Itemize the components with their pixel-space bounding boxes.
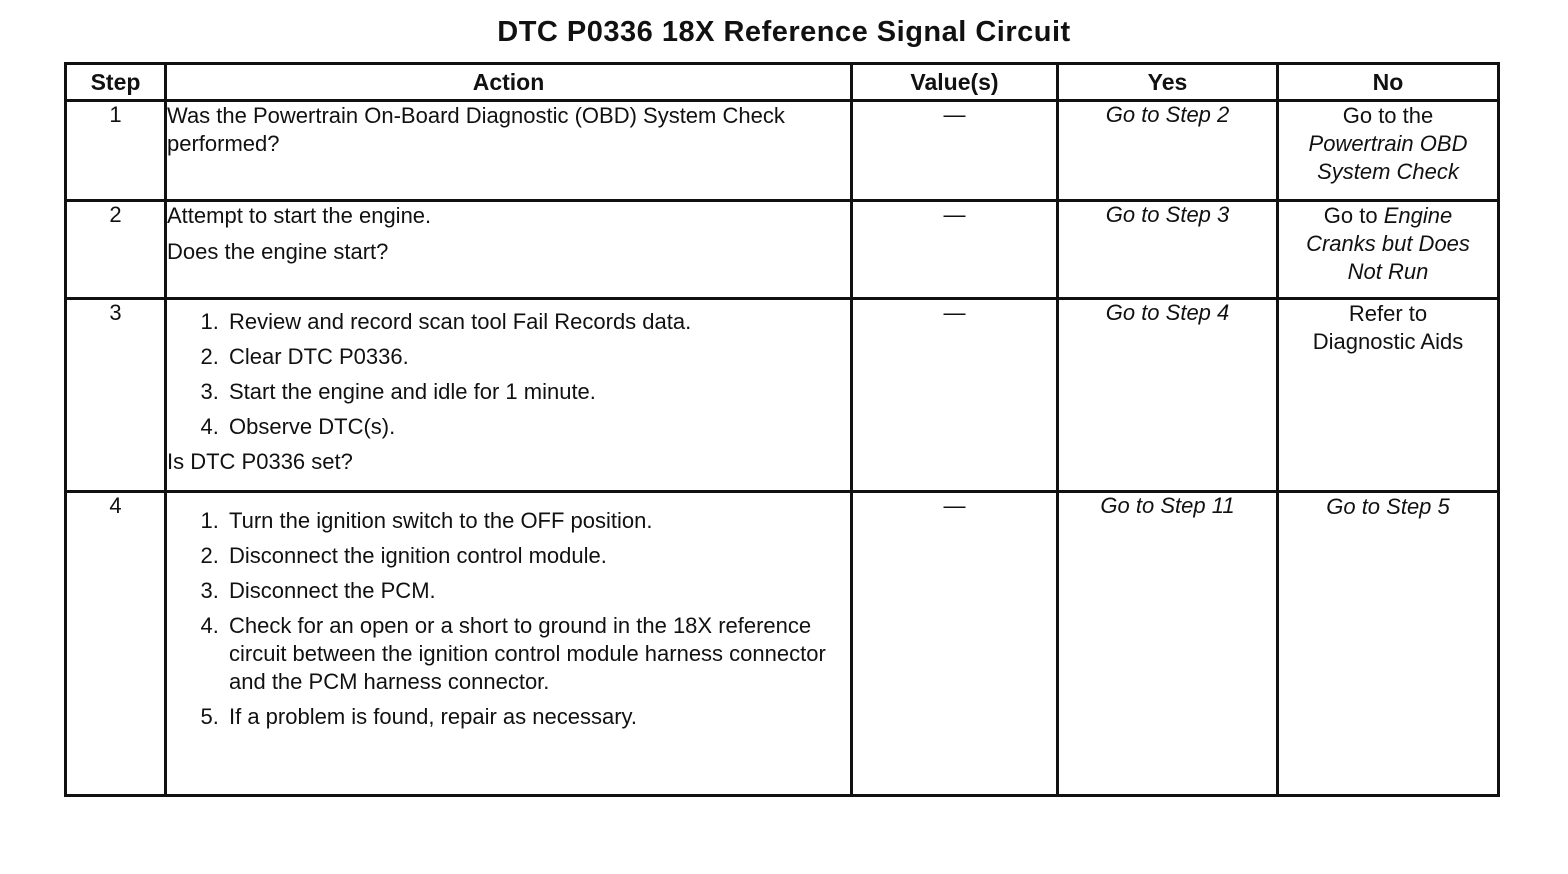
no-reference: System Check: [1317, 159, 1459, 184]
no-reference: Cranks but Does: [1306, 231, 1470, 256]
value-cell: —: [852, 492, 1058, 796]
action-cell: [166, 101, 852, 201]
list-item: 1. Review and record scan tool Fail Records data.: [225, 308, 850, 336]
list-item: 3. Start the engine and idle for 1 minute.: [225, 378, 850, 406]
header-row: [66, 64, 1499, 101]
no-reference: Powertrain OBD: [1308, 131, 1468, 156]
list-item: 1. Turn the ignition switch to the OFF position.: [225, 507, 850, 535]
table-row: [66, 201, 1499, 299]
action-cell: [166, 492, 852, 796]
header-action: Action: [166, 64, 852, 101]
action-question: Does the engine start?: [167, 239, 389, 264]
step-number: 4: [66, 492, 166, 796]
table-row: [66, 101, 1499, 201]
page-title: DTC P0336 18X Reference Signal Circuit: [497, 16, 1071, 48]
no-cell: [1278, 201, 1499, 299]
no-cell: [1278, 101, 1499, 201]
action-question: Is DTC P0336 set?: [167, 449, 353, 474]
list-item: 4. Check for an open or a short to ground in the 18X reference circuit between the ignition control module harness connector and the PCM harness connector.: [225, 612, 850, 696]
table-row: [66, 299, 1499, 492]
header-step: Step: [66, 64, 166, 101]
action-cell: [166, 201, 852, 299]
no-text-line: [1279, 202, 1497, 230]
header-yes: Yes: [1058, 64, 1278, 101]
value-cell: —: [852, 201, 1058, 299]
no-text: Go to the: [1342, 103, 1434, 128]
no-text: Diagnostic Aids: [1312, 329, 1464, 354]
no-reference: Not Run: [1347, 259, 1429, 284]
list-item: 5. If a problem is found, repair as necessary.: [225, 703, 850, 731]
action-text: Was the Powertrain On-Board Diagnostic (OBD) System Check performed?: [167, 103, 785, 156]
step-number: 1: [66, 101, 166, 201]
yes-cell: Go to Step 11: [1058, 492, 1278, 796]
yes-cell: Go to Step 2: [1058, 101, 1278, 201]
header-no: No: [1278, 64, 1499, 101]
step-number: 3: [66, 299, 166, 492]
no-text: Refer to: [1348, 301, 1428, 326]
action-text: Attempt to start the engine.: [167, 203, 432, 228]
table-row: [66, 492, 1499, 796]
diagnostic-table: [64, 62, 1500, 797]
list-item: 2. Clear DTC P0336.: [225, 343, 850, 371]
no-prefix: Go to: [1323, 203, 1378, 228]
list-item: 3. Disconnect the PCM.: [225, 577, 850, 605]
yes-cell: Go to Step 4: [1058, 299, 1278, 492]
action-steps-list: [167, 308, 850, 441]
step-number: 2: [66, 201, 166, 299]
value-cell: —: [852, 299, 1058, 492]
list-item: 2. Disconnect the ignition control module.: [225, 542, 850, 570]
yes-cell: Go to Step 3: [1058, 201, 1278, 299]
no-cell: Go to Step 5: [1278, 492, 1499, 796]
value-cell: —: [852, 101, 1058, 201]
no-reference: Engine: [1383, 203, 1453, 228]
action-cell: [166, 299, 852, 492]
list-item: 4. Observe DTC(s).: [225, 413, 850, 441]
no-cell: [1278, 299, 1499, 492]
action-steps-list: [167, 507, 850, 731]
header-values: Value(s): [852, 64, 1058, 101]
